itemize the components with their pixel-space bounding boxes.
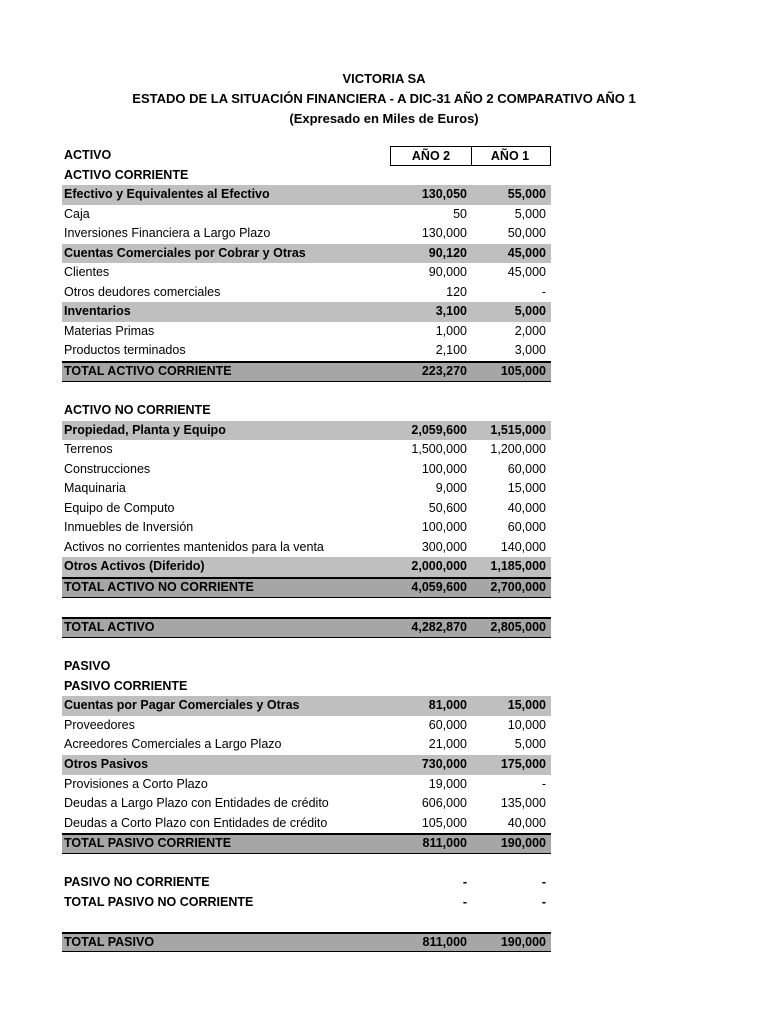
row-pasivo-corriente [62,677,551,697]
value-year-1: 190,000 [500,836,546,851]
spacer-row [62,598,551,618]
total-row-total-activo [62,617,551,638]
value-year-2: 50 [453,206,467,221]
value-year-2: 1,000 [435,323,467,338]
subtotal-row-otros-activos-diferido [62,557,551,577]
total-row-total-activo-corriente [62,361,551,382]
value-year-2: 606,000 [421,796,467,811]
row-label: Inventarios [64,304,131,319]
row-label: TOTAL PASIVO CORRIENTE [64,836,232,851]
total-row-total-pasivo [62,932,551,953]
subtotal-row-cuentas-comerciales-por-cobrar-y-otras [62,244,551,264]
row-construcciones [62,460,551,480]
value-year-1: - [541,284,546,299]
spacer-row [62,912,551,932]
currency-note: (Expresado en Miles de Euros) [289,111,479,126]
value-year-2: 120 [446,284,467,299]
row-label: PASIVO CORRIENTE [64,678,188,693]
row-label: Inmuebles de Inversión [64,520,194,535]
spacer-row [62,382,551,402]
value-year-2: 3,100 [435,304,467,319]
value-year-1: 190,000 [500,934,546,949]
value-year-1: - [541,894,546,909]
row-label: Propiedad, Planta y Equipo [64,422,226,437]
row-label: ACTIVO NO CORRIENTE [64,403,211,418]
value-year-1: - [541,875,546,890]
value-year-2: 90,000 [428,265,467,280]
value-year-1: 1,515,000 [490,422,546,437]
row-provisiones-a-corto-plazo [62,775,551,795]
value-year-1: 2,700,000 [490,580,546,595]
column-header-row [62,146,551,166]
value-year-1: 15,000 [507,481,546,496]
row-label: Otros deudores comerciales [64,284,221,299]
value-year-1: 140,000 [500,539,546,554]
value-year-2: 90,120 [428,245,467,260]
row-activo-corriente [62,166,551,186]
value-year-1: 10,000 [507,717,546,732]
row-equipo-de-computo [62,499,551,519]
value-year-1: 15,000 [507,698,546,713]
row-label: TOTAL ACTIVO CORRIENTE [64,364,232,379]
row-label: TOTAL ACTIVO NO CORRIENTE [64,580,254,595]
value-year-2: 21,000 [428,737,467,752]
value-year-1: 1,200,000 [490,442,546,457]
value-year-2: 2,100 [435,343,467,358]
row-total-pasivo-no-corriente [62,893,551,913]
total-row-total-pasivo-corriente [62,833,551,854]
value-year-1: 105,000 [500,364,546,379]
value-year-2: 4,282,870 [411,620,467,635]
value-year-1: 50,000 [507,226,546,241]
statement-title: ESTADO DE LA SITUACIÓN FINANCIERA - A DIC-31 AÑO 2 COMPARATIVO AÑO 1 [132,91,636,106]
row-label: Materias Primas [64,323,155,338]
value-year-2: - [462,894,467,909]
row-label: Caja [64,206,90,221]
value-year-1: 5,000 [514,737,546,752]
value-year-1: 3,000 [514,343,546,358]
value-year-2: 9,000 [435,481,467,496]
value-year-2: 130,000 [421,226,467,241]
value-year-2: 100,000 [421,461,467,476]
row-label: Terrenos [64,442,113,457]
value-year-1: 45,000 [507,265,546,280]
value-year-1: 60,000 [507,461,546,476]
value-year-2: 60,000 [428,717,467,732]
spacer-row [62,854,551,874]
value-year-1: 45,000 [507,245,546,260]
total-row-total-activo-no-corriente [62,577,551,598]
row-caja [62,205,551,225]
row-terrenos [62,440,551,460]
row-pasivo [62,657,551,677]
value-year-1: 60,000 [507,520,546,535]
column-header-year-1: AÑO 1 [470,146,551,166]
row-label: Productos terminados [64,343,186,358]
subtotal-row-efectivo-y-equivalentes-al-efectivo [62,185,551,205]
row-clientes [62,263,551,283]
company-name: VICTORIA SA [342,71,426,86]
row-activos-no-corrientes-mantenidos-para-la-venta [62,538,551,558]
row-deudas-a-largo-plazo-con-entidades-de-credito [62,794,551,814]
row-label: Cuentas por Pagar Comerciales y Otras [64,698,300,713]
row-label: Acreedores Comerciales a Largo Plazo [64,737,282,752]
row-label: Proveedores [64,717,135,732]
row-label: TOTAL ACTIVO [64,620,155,635]
value-year-2: 730,000 [421,756,467,771]
row-label: Efectivo y Equivalentes al Efectivo [64,187,270,202]
row-label: Otros Pasivos [64,756,149,771]
value-year-2: 300,000 [421,539,467,554]
row-label: TOTAL PASIVO NO CORRIENTE [64,894,254,909]
row-inmuebles-de-inversion [62,518,551,538]
row-label: Provisiones a Corto Plazo [64,776,208,791]
subtotal-row-cuentas-por-pagar-comerciales-y-otras [62,696,551,716]
row-label: Maquinaria [64,481,126,496]
value-year-1: 5,000 [514,206,546,221]
row-activo-no-corriente [62,401,551,421]
value-year-1: 55,000 [507,187,546,202]
row-label: ACTIVO CORRIENTE [64,167,189,182]
value-year-1: 135,000 [500,796,546,811]
value-year-2: - [462,875,467,890]
balance-sheet-table [62,146,551,952]
value-year-2: 4,059,600 [411,580,467,595]
value-year-1: 40,000 [507,815,546,830]
value-year-2: 2,059,600 [411,422,467,437]
value-year-2: 105,000 [421,815,467,830]
row-label: Construcciones [64,461,151,476]
row-acreedores-comerciales-a-largo-plazo [62,735,551,755]
row-label: Equipo de Computo [64,500,175,515]
row-label: PASIVO [64,659,111,674]
row-deudas-a-corto-plazo-con-entidades-de-credito [62,814,551,834]
value-year-2: 100,000 [421,520,467,535]
value-year-1: 2,000 [514,323,546,338]
row-label: Deudas a Corto Plazo con Entidades de crédito [64,815,328,830]
row-label: TOTAL PASIVO [64,934,155,949]
row-materias-primas [62,322,551,342]
row-maquinaria [62,479,551,499]
row-inversiones-financiera-a-largo-plazo [62,224,551,244]
row-label: Otros Activos (Diferido) [64,559,205,574]
value-year-2: 19,000 [428,776,467,791]
row-label: Activos no corrientes mantenidos para la venta [64,539,324,554]
value-year-1: 40,000 [507,500,546,515]
value-year-1: - [541,776,546,791]
value-year-2: 2,000,000 [411,559,467,574]
row-label: Inversiones Financiera a Largo Plazo [64,226,271,241]
value-year-2: 50,600 [428,500,467,515]
value-year-1: 175,000 [500,756,546,771]
row-pasivo-no-corriente [62,873,551,893]
row-label: Clientes [64,265,110,280]
row-productos-terminados [62,341,551,361]
spacer-row [62,638,551,658]
value-year-1: 2,805,000 [490,620,546,635]
subtotal-row-propiedad-planta-y-equipo [62,421,551,441]
document-header [0,69,768,129]
value-year-2: 223,270 [421,364,467,379]
value-year-2: 130,050 [421,187,467,202]
value-year-1: 5,000 [514,304,546,319]
column-header-year-2: AÑO 2 [390,146,472,166]
row-otros-deudores-comerciales [62,283,551,303]
row-label: PASIVO NO CORRIENTE [64,875,210,890]
value-year-2: 81,000 [428,698,467,713]
value-year-2: 811,000 [422,836,467,851]
row-proveedores [62,716,551,736]
row-label: Deudas a Largo Plazo con Entidades de crédito [64,796,329,811]
value-year-1: 1,185,000 [490,559,546,574]
section-title: ACTIVO [64,148,112,162]
value-year-2: 811,000 [422,934,467,949]
subtotal-row-otros-pasivos [62,755,551,775]
subtotal-row-inventarios [62,302,551,322]
value-year-2: 1,500,000 [411,442,467,457]
row-label: Cuentas Comerciales por Cobrar y Otras [64,245,306,260]
